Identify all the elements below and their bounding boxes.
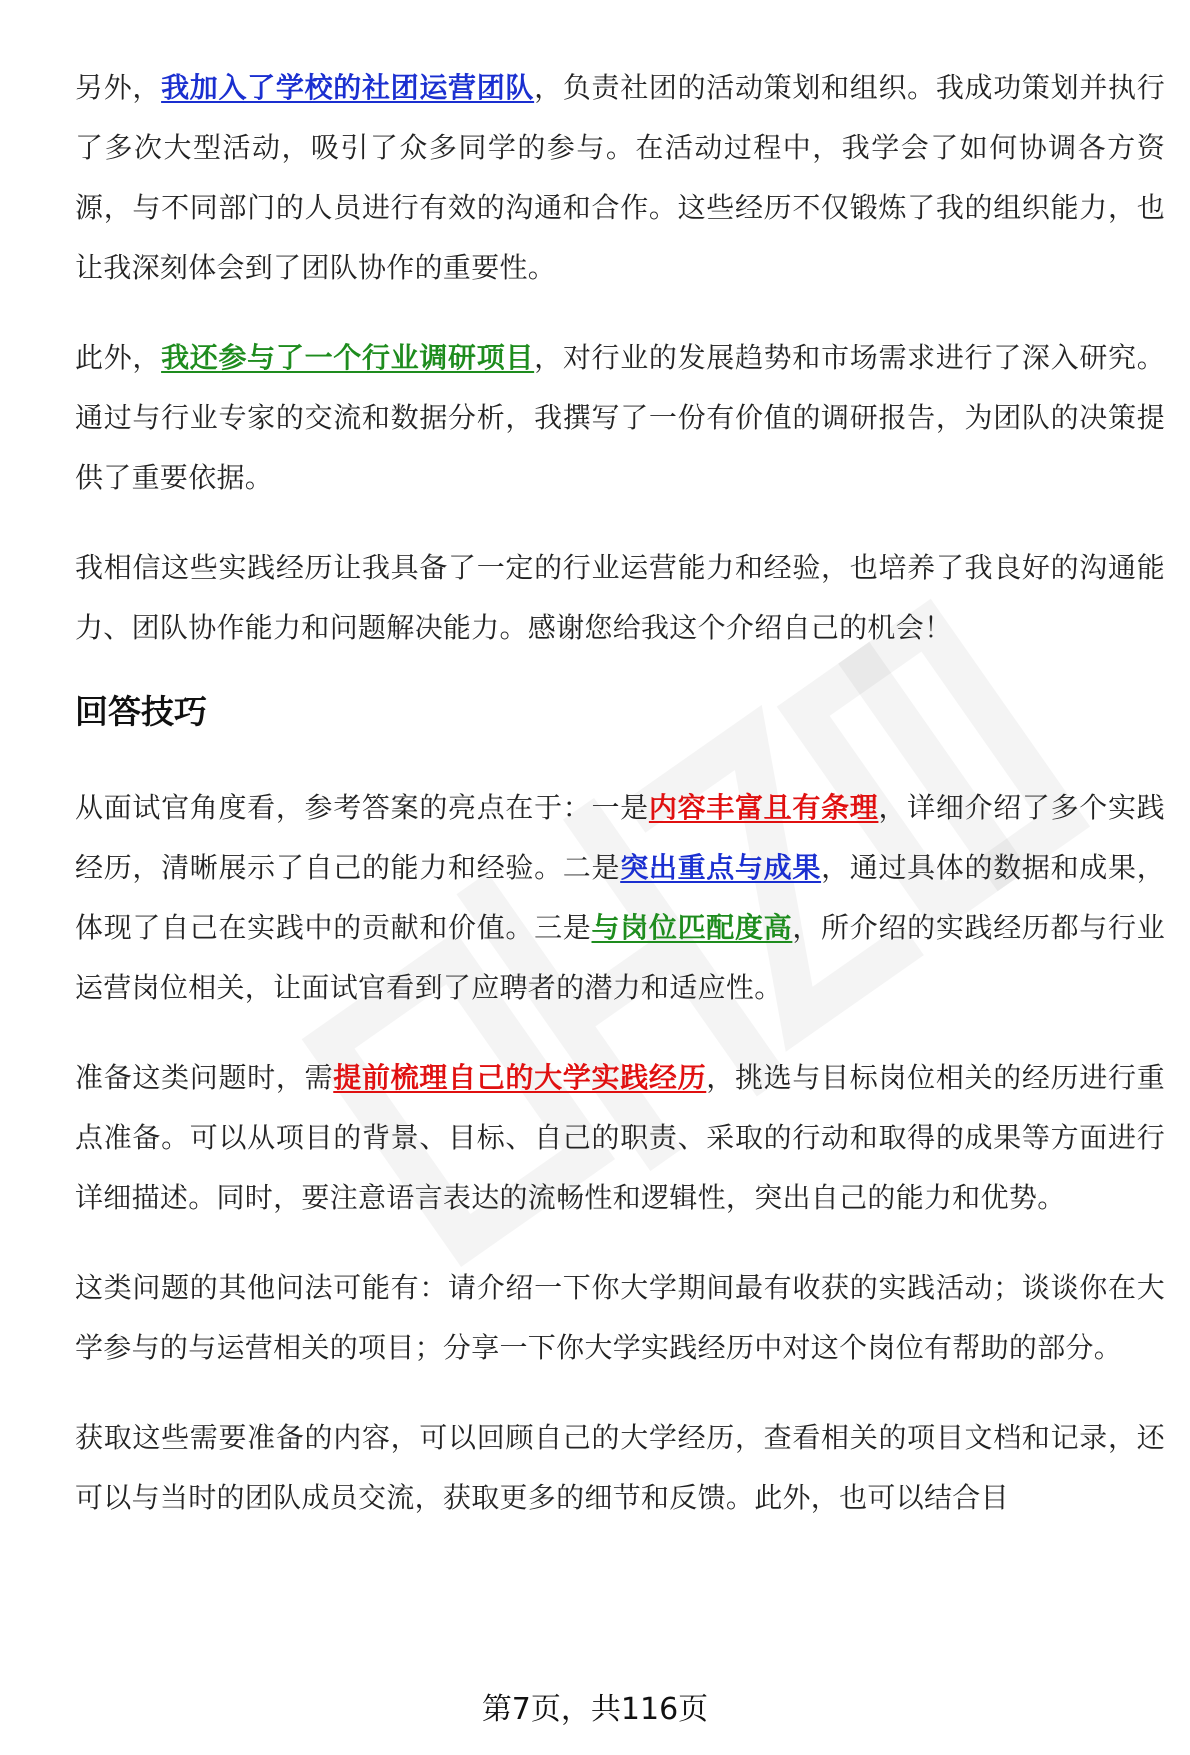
highlighted-phrase: 我加入了学校的社团运营团队 bbox=[161, 71, 535, 104]
highlighted-phrase: 与岗位匹配度高 bbox=[591, 911, 793, 944]
text-run: 此外， bbox=[75, 341, 162, 374]
page-number-footer: 第7页，共116页 bbox=[481, 1692, 709, 1727]
paragraph-group-tips bbox=[75, 778, 1165, 1528]
paragraph bbox=[75, 538, 1165, 658]
text-run: 从面试官角度看，参考答案的亮点在于：一是 bbox=[75, 791, 649, 824]
text-run: ，所介绍的实践经历都与行业运营岗位相关，让面试官看到了应聘者的潜力和适应性。 bbox=[75, 911, 1165, 1004]
paragraph bbox=[75, 1048, 1165, 1228]
paragraph bbox=[75, 328, 1165, 508]
highlighted-phrase: 我还参与了一个行业调研项目 bbox=[161, 341, 535, 374]
text-run: ，挑选与目标岗位相关的经历进行重点准备。可以从项目的背景、目标、自己的职责、采取的行动和取得的成果等方面进行详细描述。同时，要注意语言表达的流畅性和逻辑性，突出自己的能力和优势。 bbox=[75, 1061, 1165, 1214]
highlighted-phrase: 提前梳理自己的大学实践经历 bbox=[333, 1061, 707, 1094]
text-run: 准备这类问题时，需 bbox=[75, 1061, 334, 1094]
paragraph bbox=[75, 1258, 1165, 1378]
paragraph bbox=[75, 778, 1165, 1018]
text-run: 获取这些需要准备的内容，可以回顾自己的大学经历，查看相关的项目文档和记录，还可以与当时的团队成员交流，获取更多的细节和反馈。此外，也可以结合目 bbox=[75, 1421, 1165, 1514]
paragraph bbox=[75, 1408, 1165, 1528]
text-run: 另外， bbox=[75, 71, 162, 104]
text-run: ，对行业的发展趋势和市场需求进行了深入研究。通过与行业专家的交流和数据分析，我撰写了一份有价值的调研报告，为团队的决策提供了重要依据。 bbox=[75, 341, 1166, 494]
section-title: 回答技巧 bbox=[75, 692, 207, 731]
highlighted-phrase: 突出重点与成果 bbox=[620, 851, 822, 884]
text-run: ，通过具体的数据和成果，体现了自己在实践中的贡献和价值。三是 bbox=[75, 851, 1165, 944]
main-content bbox=[75, 58, 1165, 1558]
text-run: ，负责社团的活动策划和组织。我成功策划并执行了多次大型活动，吸引了众多同学的参与。在活动过程中，我学会了如何协调各方资源，与不同部门的人员进行有效的沟通和合作。这些经历不仅锻炼了我的组织能力，也让我深刻体会到了团队协作的重要性。 bbox=[75, 71, 1166, 284]
text-run: 这类问题的其他问法可能有：请介绍一下你大学期间最有收获的实践活动；谈谈你在大学参与的与运营相关的项目；分享一下你大学实践经历中对这个岗位有帮助的部分。 bbox=[75, 1271, 1165, 1364]
paragraph-group-experience bbox=[75, 58, 1165, 658]
paragraph bbox=[75, 58, 1165, 298]
text-run: ，详细介绍了多个实践经历，清晰展示了自己的能力和经验。二是 bbox=[75, 791, 1165, 884]
text-run: 我相信这些实践经历让我具备了一定的行业运营能力和经验，也培养了我良好的沟通能力、团队协作能力和问题解决能力。感谢您给我这个介绍自己的机会！ bbox=[75, 551, 1165, 644]
highlighted-phrase: 内容丰富且有条理 bbox=[648, 791, 879, 824]
